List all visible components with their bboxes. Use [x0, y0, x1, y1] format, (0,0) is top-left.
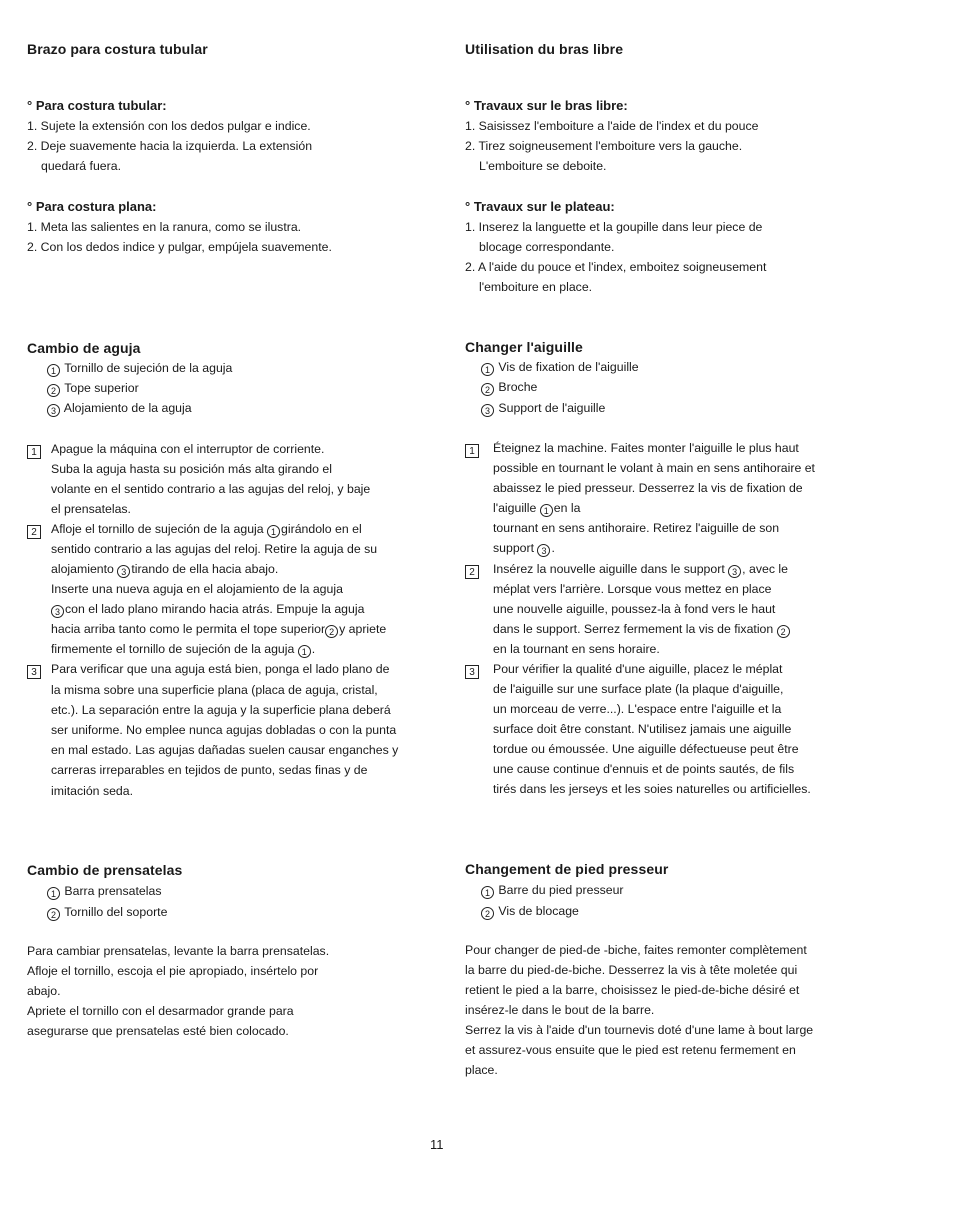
- text-line: surface doit être constant. N'utilisez jamais une aiguille: [493, 722, 792, 736]
- step-number-box: 1: [465, 444, 479, 458]
- circled-number: 1: [267, 525, 280, 538]
- part-item: 2 Vis de blocage: [481, 904, 579, 920]
- step-number-box: 3: [27, 665, 41, 679]
- circled-number: 3: [728, 565, 741, 578]
- part-item: 1 Vis de fixation de l'aiguille: [481, 360, 639, 376]
- circled-number: 1: [47, 364, 60, 377]
- text-line: tordue ou émoussée. Une aiguille défectueuse peut être: [493, 742, 799, 756]
- part-item: 1 Barra prensatelas: [47, 884, 161, 900]
- text-line: une cause continue d'ennuis et de points sautés, de fils: [493, 762, 795, 776]
- text-line: 2. Con los dedos indice y pulgar, empújela suavemente.: [27, 240, 332, 254]
- text-line: volante en el sentido contrario a las agujas del reloj, y baje: [51, 482, 371, 496]
- page-number: 11: [430, 1137, 444, 1152]
- tubular-heading: ° Para costura tubular:: [27, 98, 167, 113]
- step-number-box: 1: [27, 445, 41, 459]
- circled-number: 3: [47, 404, 60, 417]
- text-line: Para verificar que una aguja está bien, ponga el lado plano de: [51, 662, 390, 676]
- text-line: Suba la aguja hasta su posición más alta girando el: [51, 462, 332, 476]
- circled-number: 3: [51, 605, 64, 618]
- circled-number: 1: [481, 363, 494, 376]
- text-line: alojamiento 3 tirando de ella hacia abajo.: [51, 562, 279, 577]
- step-3: [27, 662, 41, 679]
- circled-number: 2: [47, 384, 60, 397]
- text-line: tournant en sens antihoraire. Retirez l'aiguille de son: [493, 521, 780, 535]
- prensatelas-title: Cambio de prensatelas: [27, 862, 183, 878]
- text-line: L'emboiture se deboite.: [479, 159, 607, 173]
- text-line: Pour vérifier la qualité d'une aiguille, placez le méplat: [493, 662, 783, 676]
- text-line: de l'aiguille sur une surface plate (la plaque d'aiguille,: [493, 682, 784, 696]
- part-item: 2 Tope superior: [47, 381, 139, 397]
- text-line: retient le pied a la barre, choisissez le pied-de-biche désiré et: [465, 983, 800, 997]
- text-line: el prensatelas.: [51, 502, 131, 516]
- circled-number: 2: [481, 907, 494, 920]
- text-line: firmemente el tornillo de sujeción de la aguja 1 .: [51, 642, 316, 657]
- text-line: 1. Meta las salientes en la ranura, como se ilustra.: [27, 220, 302, 234]
- text-line: Inserte una nueva aguja en el alojamiento de la aguja: [51, 582, 343, 596]
- text-line: abajo.: [27, 984, 61, 998]
- text-line: l'aiguille 1 en la: [493, 501, 581, 516]
- circled-number: 1: [47, 887, 60, 900]
- circled-number: 2: [47, 908, 60, 921]
- text-line: en mal estado. Las agujas dañadas suelen causar enganches y: [51, 743, 399, 757]
- text-line: ser uniforme. No emplee nunca agujas dobladas o con la punta: [51, 723, 397, 737]
- step-3: [465, 662, 479, 679]
- text-line: Insérez la nouvelle aiguille dans le support 3 , avec le: [493, 562, 788, 577]
- circled-number: 2: [481, 383, 494, 396]
- step-number-box: 2: [27, 525, 41, 539]
- pied-title: Changement de pied presseur: [465, 861, 669, 877]
- circled-number: 3: [537, 544, 550, 557]
- circled-number: 2: [777, 625, 790, 638]
- bras-title: Utilisation du bras libre: [465, 41, 624, 57]
- part-item: 1 Tornillo de sujeción de la aguja: [47, 361, 232, 377]
- text-line: Afloje el tornillo de sujeción de la aguja 1 girándolo en el: [51, 522, 362, 537]
- text-line: hacia arriba tanto como le permita el tope superior 2 y apriete: [51, 622, 387, 637]
- text-line: l'emboiture en place.: [479, 280, 593, 294]
- text-line: Para cambiar prensatelas, levante la barra prensatelas.: [27, 944, 330, 958]
- text-line: Afloje el tornillo, escoja el pie apropiado, insértelo por: [27, 964, 319, 978]
- text-line: en la tournant en sens horaire.: [493, 642, 660, 656]
- libre-heading: ° Travaux sur le bras libre:: [465, 98, 628, 113]
- step-number-box: 2: [465, 565, 479, 579]
- text-line: place.: [465, 1063, 498, 1077]
- step-1: [27, 442, 41, 459]
- text-line: carreras irreparables en tejidos de punto, sedas finas y de: [51, 763, 368, 777]
- text-line: la barre du pied-de-biche. Desserrez la vis à tête moletée qui: [465, 963, 798, 977]
- text-line: 2. Tirez soigneusement l'emboiture vers la gauche.: [465, 139, 743, 153]
- text-line: Serrez la vis à l'aide d'un tournevis doté d'une lame à bout large: [465, 1023, 814, 1037]
- circled-number: 3: [117, 565, 130, 578]
- step-1: [465, 441, 479, 458]
- circled-number: 1: [540, 504, 553, 517]
- text-line: Pour changer de pied-de -biche, faites remonter complètement: [465, 943, 807, 957]
- text-line: méplat vers l'arrière. Lorsque vous mettez en place: [493, 582, 772, 596]
- part-item: 3 Alojamiento de la aguja: [47, 401, 192, 417]
- text-line: 1. Sujete la extensión con los dedos pulgar e indice.: [27, 119, 311, 133]
- circled-number: 1: [481, 886, 494, 899]
- text-line: une nouvelle aiguille, poussez-la à fond vers le haut: [493, 602, 776, 616]
- text-line: imitación seda.: [51, 784, 134, 798]
- text-line: 1. Saisissez l'emboiture a l'aide de l'index et du pouce: [465, 119, 759, 133]
- text-line: Apague la máquina con el interruptor de corriente.: [51, 442, 325, 456]
- plateau-heading: ° Travaux sur le plateau:: [465, 199, 615, 214]
- text-line: la misma sobre una superficie plana (placa de aguja, cristal,: [51, 683, 378, 697]
- text-line: et assurez-vous ensuite que le pied est retenu fermement en: [465, 1043, 796, 1057]
- brazo-title: Brazo para costura tubular: [27, 41, 208, 57]
- text-line: tirés dans les jerseys et les soies naturelles ou artificielles.: [493, 782, 811, 796]
- text-line: support 3 .: [493, 541, 555, 556]
- circled-number: 2: [325, 625, 338, 638]
- part-item: 3 Support de l'aiguille: [481, 401, 605, 417]
- circled-number: 1: [298, 645, 311, 658]
- text-line: un morceau de verre...). L'espace entre l'aiguille et la: [493, 702, 782, 716]
- step-number-box: 3: [465, 665, 479, 679]
- part-item: 1 Barre du pied presseur: [481, 883, 624, 899]
- text-line: Apriete el tornillo con el desarmador grande para: [27, 1004, 294, 1018]
- step-2: [27, 522, 41, 539]
- aguja-title: Cambio de aguja: [27, 340, 141, 356]
- step-2: [465, 562, 479, 579]
- text-line: possible en tournant le volant à main en sens antihoraire et: [493, 461, 815, 475]
- circled-number: 3: [481, 404, 494, 417]
- text-line: insérez-le dans le bout de la barre.: [465, 1003, 655, 1017]
- text-line: quedará fuera.: [41, 159, 121, 173]
- text-line: dans le support. Serrez fermement la vis de fixation 2: [493, 622, 791, 638]
- text-line: etc.). La separación entre la aguja y la superficie plana deberá: [51, 703, 391, 717]
- aiguille-title: Changer l'aiguille: [465, 339, 583, 355]
- text-line: Éteignez la machine. Faites monter l'aiguille le plus haut: [493, 441, 799, 455]
- text-line: asegurarse que prensatelas esté bien colocado.: [27, 1024, 289, 1038]
- text-line: 1. Inserez la languette et la goupille dans leur piece de: [465, 220, 763, 234]
- text-line: sentido contrario a las agujas del reloj. Retire la aguja de su: [51, 542, 378, 556]
- text-line: 2. Deje suavemente hacia la izquierda. La extensión: [27, 139, 313, 153]
- text-line: abaissez le pied presseur. Desserrez la vis de fixation de: [493, 481, 803, 495]
- text-line: blocage correspondante.: [479, 240, 615, 254]
- plana-heading: ° Para costura plana:: [27, 199, 157, 214]
- text-line: 2. A l'aide du pouce et l'index, emboitez soigneusement: [465, 260, 767, 274]
- text-line: 3 con el lado plano mirando hacia atrás. Empuje la aguja: [51, 602, 364, 618]
- part-item: 2 Tornillo del soporte: [47, 905, 167, 921]
- part-item: 2 Broche: [481, 380, 537, 396]
